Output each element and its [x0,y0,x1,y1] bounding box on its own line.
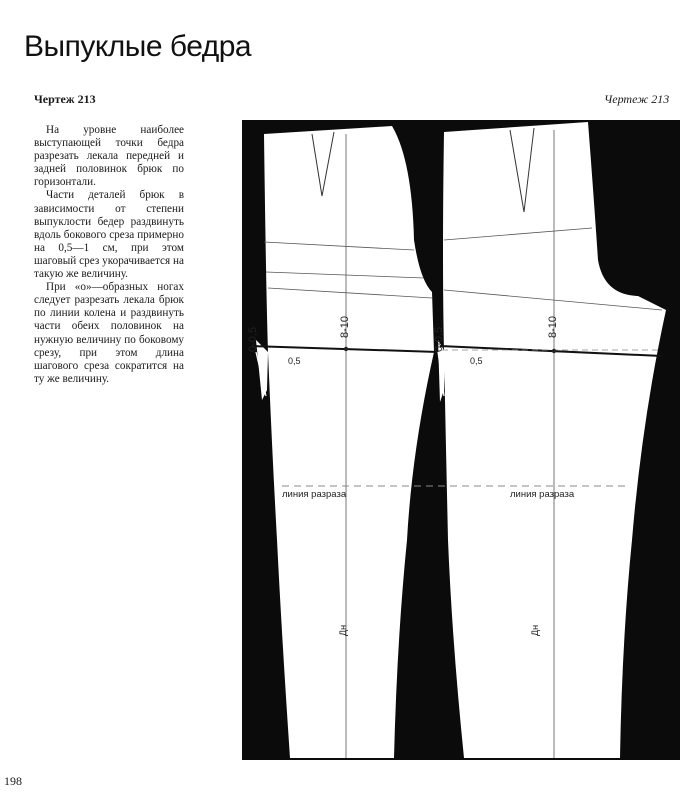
page-title: Выпуклые бедра [24,30,252,63]
front-grain-label: Дн [338,624,348,636]
back-spread-label: 0-0,5 [433,326,445,352]
back-grain-label: Дн [530,624,540,636]
back-vertical-label: 8-10 [547,315,559,338]
front-spread-label: 0-0,5 [247,326,259,352]
back-small-label: 0,5 [470,356,483,366]
pattern-drawing [242,120,680,760]
figure-caption: Чертеж 213 [604,92,670,106]
front-knee-point [344,347,348,351]
body-text [34,124,184,386]
front-cut-line-label: линия разраза [282,489,347,500]
paragraph: При «о»—образных ногах следует разрезать лекала брюк по линии колена и раздвинуть части обеих половинок на нужную величину по боковому срезу, при этом длина шагового среза сократится на ту же величину. [34,281,184,385]
pattern-drawing-svg [242,120,680,760]
figure-label: Чертеж 213 [34,92,96,106]
paragraph: На уровне наиболее выступающей точки бедра разрезать лекала передней и задней половинок брюк по горизонтали. [34,124,184,189]
page-number: 198 [4,774,22,788]
back-knee-point [552,349,556,353]
front-small-label: 0,5 [288,356,301,366]
paragraph: Части деталей брюк в зависимости от степени выпуклости бедер раздвинуть вдоль бокового среза примерно на 0,5—1 см, при этом шаговый срез укорачивается на такую же величину. [34,189,184,281]
back-cut-line-label: линия разраза [510,489,575,500]
front-vertical-label: 8-10 [339,315,351,338]
